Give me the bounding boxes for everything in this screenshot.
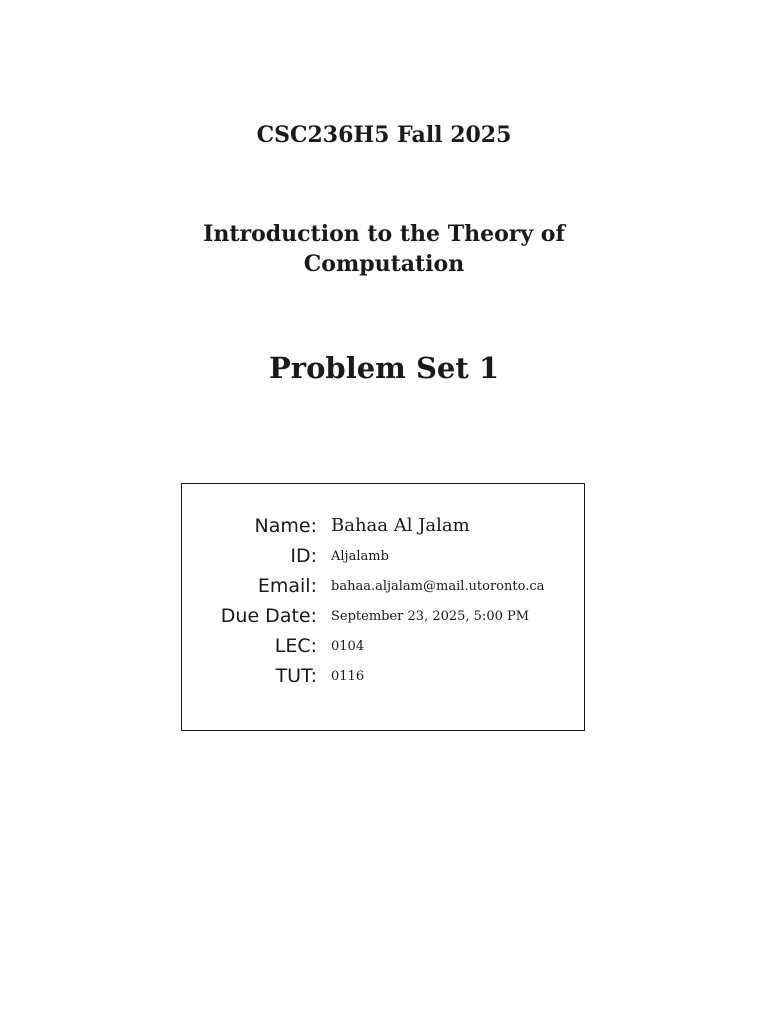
lec-value: 0104 bbox=[331, 639, 365, 654]
lec-row bbox=[182, 631, 584, 661]
name-label: Name: bbox=[254, 515, 317, 537]
tut-row bbox=[182, 661, 584, 691]
id-row bbox=[182, 541, 584, 571]
student-info-table bbox=[182, 511, 584, 691]
due-date-label: Due Date: bbox=[220, 605, 317, 627]
tut-label: TUT: bbox=[275, 665, 317, 687]
name-value: Bahaa Al Jalam bbox=[331, 515, 470, 536]
id-label: ID: bbox=[290, 545, 317, 567]
tut-value: 0116 bbox=[331, 669, 365, 684]
email-row bbox=[182, 571, 584, 601]
lec-label: LEC: bbox=[274, 635, 317, 657]
course-title: Introduction to the Theory of Computation bbox=[203, 221, 565, 277]
student-info-box bbox=[181, 483, 585, 731]
due-date-row bbox=[182, 601, 584, 631]
email-label: Email: bbox=[257, 575, 317, 597]
name-row bbox=[182, 511, 584, 541]
id-value: Aljalamb bbox=[331, 549, 389, 564]
due-date-value: September 23, 2025, 5:00 PM bbox=[331, 609, 530, 624]
email-value: bahaa.aljalam@mail.utoronto.ca bbox=[331, 579, 545, 594]
problem-set-title: Problem Set 1 bbox=[268, 351, 500, 385]
course-code: CSC236H5 Fall 2025 bbox=[256, 122, 512, 148]
